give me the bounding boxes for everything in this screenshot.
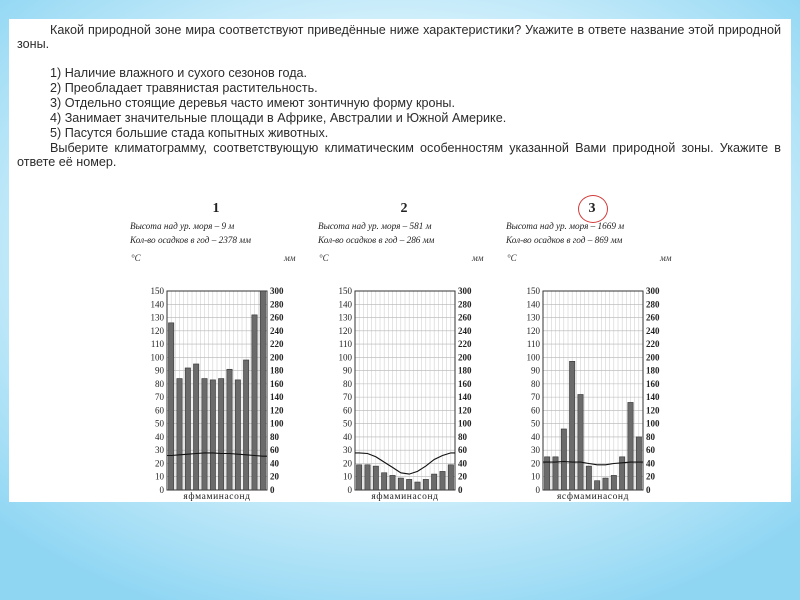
temperature-tick-label: 100 <box>150 352 164 363</box>
precipitation-tick-label: 160 <box>458 378 472 389</box>
precipitation-tick-label: 80 <box>458 431 467 442</box>
temperature-tick-label: 30 <box>343 445 352 456</box>
characteristics-list <box>17 66 781 141</box>
temperature-tick-label: 90 <box>531 365 540 376</box>
temperature-tick-label: 100 <box>338 352 352 363</box>
precipitation-tick-label: 160 <box>270 378 284 389</box>
precipitation-bar <box>636 437 641 490</box>
temperature-tick-label: 50 <box>155 418 164 429</box>
climatogram-2 <box>315 199 493 502</box>
question-sheet <box>9 19 791 502</box>
characteristic-item: 1) Наличие влажного и сухого сезонов года. <box>50 66 308 80</box>
precipitation-bar <box>219 379 224 490</box>
temperature-tick-label: 150 <box>338 286 352 296</box>
temperature-tick-label: 150 <box>150 286 164 296</box>
month-axis-label: яфмаминасонд <box>183 492 251 502</box>
precipitation-bar <box>194 364 199 490</box>
climatogram-plot <box>315 199 493 502</box>
precipitation-tick-label: 180 <box>646 365 660 376</box>
precipitation-bar <box>561 429 566 490</box>
precipitation-tick-label: 300 <box>646 286 660 296</box>
precipitation-bar <box>415 482 420 490</box>
temperature-tick-label: 60 <box>531 405 540 416</box>
precipitation-tick-label: 40 <box>458 458 467 469</box>
temperature-tick-label: 70 <box>343 392 352 403</box>
temperature-tick-label: 140 <box>526 299 540 310</box>
temperature-tick-label: 90 <box>343 365 352 376</box>
temperature-tick-label: 140 <box>150 299 164 310</box>
characteristic-item: 4) Занимает значительные площади в Африке, Австралии и Южной Америке. <box>50 111 507 125</box>
climatogram-plot <box>503 199 681 502</box>
precipitation-tick-label: 300 <box>270 286 284 296</box>
temperature-tick-label: 90 <box>155 365 164 376</box>
temperature-tick-label: 40 <box>343 431 352 442</box>
characteristic-item: 2) Преобладает травянистая растительность. <box>50 81 318 95</box>
temperature-tick-label: 0 <box>347 485 352 495</box>
precipitation-bar <box>628 402 633 490</box>
precipitation-bar <box>407 479 412 490</box>
temperature-tick-label: 110 <box>526 339 540 350</box>
temperature-tick-label: 110 <box>150 339 164 350</box>
precipitation-tick-label: 40 <box>646 458 655 469</box>
precipitation-tick-label: 160 <box>646 378 660 389</box>
precipitation-tick-label: 240 <box>646 325 660 336</box>
precipitation-bar <box>398 478 403 490</box>
precipitation-bar <box>169 323 174 490</box>
precipitation-tick-label: 200 <box>646 352 660 363</box>
temperature-tick-label: 20 <box>531 458 540 469</box>
precipitation-tick-label: 100 <box>646 418 660 429</box>
precipitation-tick-label: 40 <box>270 458 279 469</box>
month-axis-label: яфмаминасонд <box>371 492 439 502</box>
climatogram-number: 2 <box>400 201 408 216</box>
precipitation-tick-label: 220 <box>646 339 660 350</box>
temperature-tick-label: 110 <box>338 339 352 350</box>
precipitation-unit: мм <box>472 253 484 263</box>
temperature-tick-label: 50 <box>343 418 352 429</box>
precipitation-tick-label: 260 <box>646 312 660 323</box>
precipitation-tick-label: 0 <box>458 485 463 495</box>
characteristic-item: 5) Пасутся большие стада копытных животных. <box>50 126 329 140</box>
altitude-label: Высота над ур. моря – 1669 м <box>506 221 625 231</box>
precipitation-tick-label: 140 <box>270 392 284 403</box>
temperature-unit: °С <box>319 253 329 263</box>
precipitation-bar <box>586 466 591 490</box>
precipitation-bar <box>357 465 362 490</box>
precipitation-bar <box>611 475 616 490</box>
precipitation-tick-label: 240 <box>458 325 472 336</box>
temperature-tick-label: 10 <box>343 471 352 482</box>
climatogram-1 <box>127 199 305 502</box>
precipitation-tick-label: 240 <box>270 325 284 336</box>
climatogram-plot <box>127 199 305 502</box>
temperature-tick-label: 30 <box>155 445 164 456</box>
temperature-tick-label: 80 <box>531 378 540 389</box>
temperature-tick-label: 100 <box>526 352 540 363</box>
precipitation-tick-label: 60 <box>458 445 467 456</box>
altitude-label: Высота над ур. моря – 581 м <box>318 221 432 231</box>
temperature-tick-label: 30 <box>531 445 540 456</box>
precipitation-tick-label: 220 <box>270 339 284 350</box>
precipitation-tick-label: 20 <box>270 471 279 482</box>
precipitation-tick-label: 0 <box>646 485 651 495</box>
precipitation-bar <box>373 466 378 490</box>
temperature-tick-label: 70 <box>531 392 540 403</box>
precipitation-tick-label: 20 <box>458 471 467 482</box>
precipitation-tick-label: 180 <box>458 365 472 376</box>
precipitation-tick-label: 260 <box>270 312 284 323</box>
temperature-tick-label: 10 <box>531 471 540 482</box>
question-text <box>17 23 781 169</box>
temperature-unit: °С <box>131 253 141 263</box>
precipitation-unit: мм <box>284 253 296 263</box>
precipitation-total-label: Кол-во осадков в год – 286 мм <box>318 235 435 245</box>
temperature-tick-label: 130 <box>526 312 540 323</box>
temperature-tick-label: 40 <box>155 431 164 442</box>
temperature-tick-label: 130 <box>338 312 352 323</box>
precipitation-tick-label: 260 <box>458 312 472 323</box>
altitude-label: Высота над ур. моря – 9 м <box>130 221 235 231</box>
temperature-tick-label: 60 <box>343 405 352 416</box>
question-intro: Какой природной зоне мира соответствуют приведённые ниже характеристики? Укажите в ответе название этой природной зоны. <box>17 23 781 51</box>
precipitation-tick-label: 300 <box>458 286 472 296</box>
precipitation-tick-label: 0 <box>270 485 275 495</box>
precipitation-bar <box>185 368 190 490</box>
precipitation-bar <box>448 465 453 490</box>
precipitation-tick-label: 200 <box>270 352 284 363</box>
temperature-tick-label: 140 <box>338 299 352 310</box>
precipitation-bar <box>390 475 395 490</box>
precipitation-bar <box>260 291 265 490</box>
precipitation-tick-label: 120 <box>270 405 284 416</box>
precipitation-unit: мм <box>660 253 672 263</box>
precipitation-total-label: Кол-во осадков в год – 869 мм <box>506 235 623 245</box>
temperature-tick-label: 40 <box>531 431 540 442</box>
temperature-unit: °С <box>507 253 517 263</box>
precipitation-bar <box>440 471 445 490</box>
precipitation-bar <box>603 478 608 490</box>
temperature-tick-label: 130 <box>150 312 164 323</box>
temperature-tick-label: 20 <box>155 458 164 469</box>
precipitation-bar <box>620 457 625 490</box>
temperature-tick-label: 150 <box>526 286 540 296</box>
temperature-tick-label: 60 <box>155 405 164 416</box>
precipitation-tick-label: 140 <box>458 392 472 403</box>
temperature-tick-label: 70 <box>155 392 164 403</box>
temperature-tick-label: 10 <box>155 471 164 482</box>
temperature-tick-label: 80 <box>155 378 164 389</box>
precipitation-bar <box>570 361 575 490</box>
precipitation-tick-label: 120 <box>646 405 660 416</box>
temperature-tick-label: 50 <box>531 418 540 429</box>
precipitation-tick-label: 80 <box>646 431 655 442</box>
climatogram-3 <box>503 199 681 502</box>
characteristic-item: 3) Отдельно стоящие деревья часто имеют зонтичную форму кроны. <box>50 96 455 110</box>
precipitation-tick-label: 280 <box>270 299 284 310</box>
precipitation-bar <box>177 379 182 490</box>
climatogram-number: 1 <box>212 201 220 216</box>
precipitation-bar <box>595 481 600 490</box>
precipitation-tick-label: 220 <box>458 339 472 350</box>
temperature-tick-label: 0 <box>535 485 540 495</box>
precipitation-tick-label: 200 <box>458 352 472 363</box>
precipitation-tick-label: 20 <box>646 471 655 482</box>
precipitation-tick-label: 60 <box>270 445 279 456</box>
month-axis-label: ясфмаминасонд <box>556 492 630 502</box>
precipitation-tick-label: 120 <box>458 405 472 416</box>
precipitation-bar <box>210 380 215 490</box>
precipitation-tick-label: 180 <box>270 365 284 376</box>
precipitation-bar <box>423 479 428 490</box>
question-task: Выберите климатограмму, соответствующую климатическим особенностям указанной Вами природной зоны. Укажите в ответе её номер. <box>17 141 781 169</box>
precipitation-bar <box>244 360 249 490</box>
precipitation-bar <box>252 315 257 490</box>
precipitation-tick-label: 280 <box>458 299 472 310</box>
precipitation-bar <box>202 379 207 490</box>
precipitation-bar <box>578 394 583 490</box>
precipitation-tick-label: 280 <box>646 299 660 310</box>
precipitation-tick-label: 100 <box>458 418 472 429</box>
temperature-tick-label: 20 <box>343 458 352 469</box>
temperature-tick-label: 0 <box>159 485 164 495</box>
precipitation-tick-label: 60 <box>646 445 655 456</box>
temperature-tick-label: 120 <box>150 325 164 336</box>
temperature-tick-label: 80 <box>343 378 352 389</box>
temperature-tick-label: 120 <box>338 325 352 336</box>
precipitation-bar <box>227 369 232 490</box>
precipitation-tick-label: 80 <box>270 431 279 442</box>
precipitation-tick-label: 100 <box>270 418 284 429</box>
precipitation-tick-label: 140 <box>646 392 660 403</box>
climatogram-number: 3 <box>588 201 596 216</box>
precipitation-bar <box>365 465 370 490</box>
precipitation-bar <box>382 473 387 490</box>
precipitation-bar <box>235 380 240 490</box>
precipitation-total-label: Кол-во осадков в год – 2378 мм <box>130 235 252 245</box>
precipitation-bar <box>432 474 437 490</box>
temperature-tick-label: 120 <box>526 325 540 336</box>
